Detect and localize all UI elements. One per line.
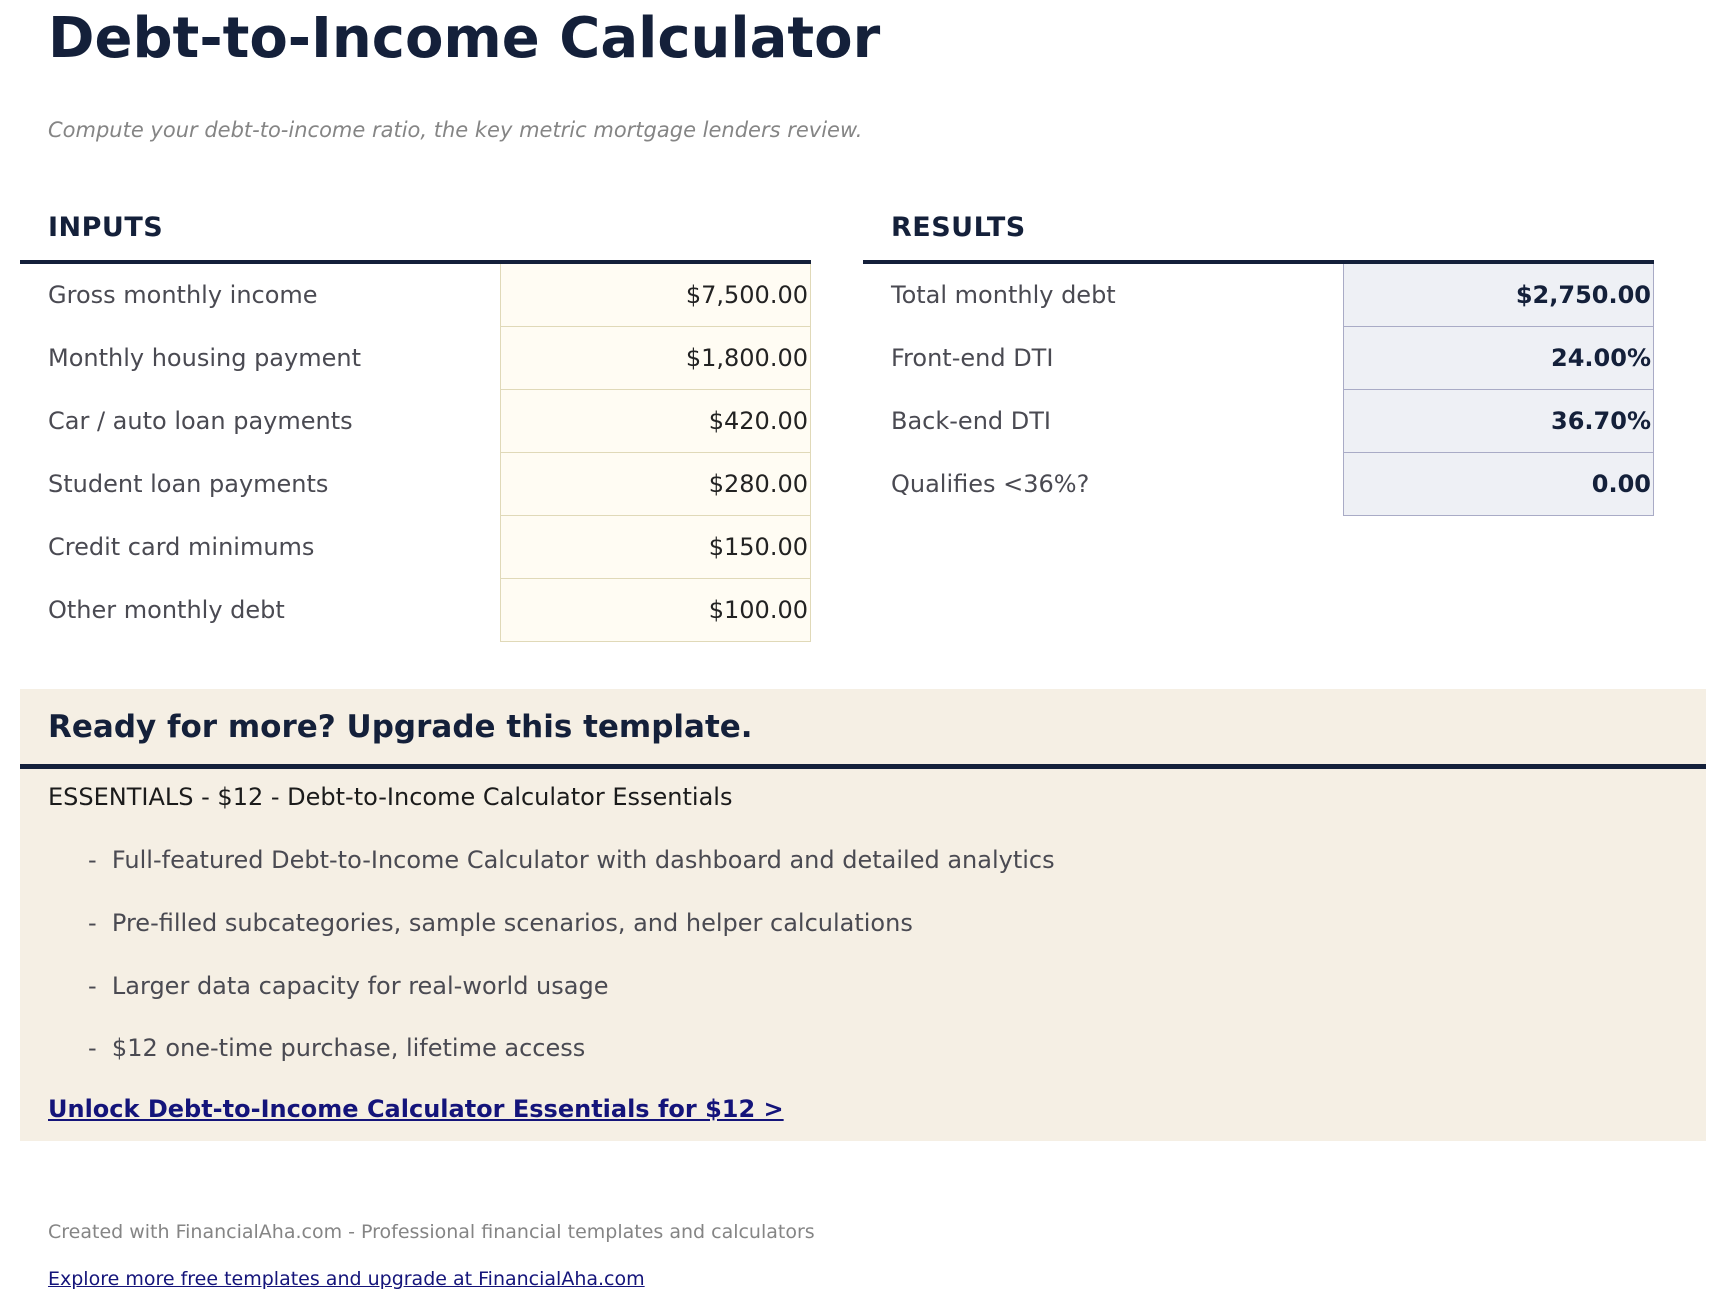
feature-item: - Larger data capacity for real-world usage (88, 972, 609, 1000)
input-label: Car / auto loan payments (48, 407, 353, 435)
table-row (20, 579, 811, 642)
results-heading: RESULTS (891, 212, 1026, 243)
explore-templates-link[interactable]: Explore more free templates and upgrade at FinancialAha.com (48, 1268, 645, 1290)
input-label: Student loan payments (48, 470, 329, 498)
input-label: Other monthly debt (48, 596, 285, 624)
credit-card-input[interactable]: $150.00 (501, 516, 811, 579)
upgrade-panel (20, 689, 1706, 1141)
input-label: Credit card minimums (48, 533, 315, 561)
results-table (863, 260, 1654, 516)
page-title: Debt-to-Income Calculator (48, 6, 881, 71)
table-row (20, 516, 811, 579)
upgrade-heading: Ready for more? Upgrade this template. (48, 709, 753, 745)
other-debt-input[interactable]: $100.00 (501, 579, 811, 642)
student-loan-input[interactable]: $280.00 (501, 453, 811, 516)
table-row (20, 327, 811, 390)
footer-credit: Created with FinancialAha.com - Professional financial templates and calculators (48, 1221, 815, 1243)
table-row (863, 327, 1654, 390)
table-row (20, 262, 811, 327)
feature-item: - Pre-filled subcategories, sample scenarios, and helper calculations (88, 909, 913, 937)
feature-item: - $12 one-time purchase, lifetime access (88, 1034, 586, 1062)
table-row (863, 390, 1654, 453)
total-debt-value: $2,750.00 (1344, 262, 1654, 327)
feature-item: - Full-featured Debt-to-Income Calculator with dashboard and detailed analytics (88, 846, 1055, 874)
front-end-dti-value: 24.00% (1344, 327, 1654, 390)
qualifies-value: 0.00 (1344, 453, 1654, 516)
inputs-heading: INPUTS (48, 212, 164, 243)
table-row (863, 453, 1654, 516)
divider (20, 764, 1706, 769)
car-loan-input[interactable]: $420.00 (501, 390, 811, 453)
result-label: Qualifies <36%? (891, 470, 1090, 498)
result-label: Total monthly debt (863, 262, 1344, 327)
result-label: Front-end DTI (891, 344, 1054, 372)
gross-income-input[interactable]: $7,500.00 (501, 262, 811, 327)
input-label: Monthly housing payment (48, 344, 361, 372)
unlock-essentials-link[interactable]: Unlock Debt-to-Income Calculator Essentials for $12 > (48, 1095, 784, 1123)
inputs-table (20, 260, 811, 642)
back-end-dti-value: 36.70% (1344, 390, 1654, 453)
housing-payment-input[interactable]: $1,800.00 (501, 327, 811, 390)
result-label: Back-end DTI (891, 407, 1051, 435)
tier-title: ESSENTIALS - $12 - Debt-to-Income Calculator Essentials (48, 783, 733, 811)
table-row (20, 453, 811, 516)
page-subtitle: Compute your debt-to-income ratio, the key metric mortgage lenders review. (48, 118, 863, 142)
table-row (863, 262, 1654, 327)
input-label: Gross monthly income (20, 262, 501, 327)
table-row (20, 390, 811, 453)
